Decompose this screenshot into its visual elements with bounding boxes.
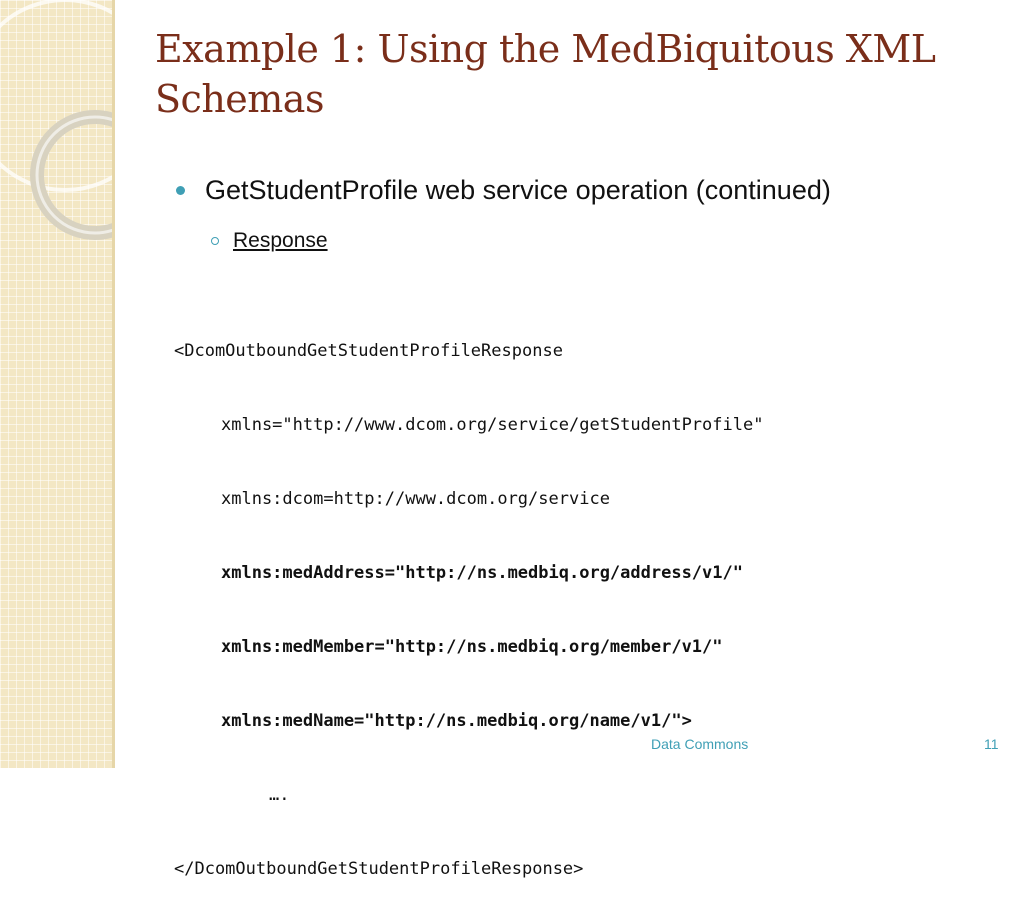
code-xmlns-medname: xmlns:medName="http://ns.medbiq.org/name/v1/">: [221, 711, 692, 731]
bullet-item-sub: [211, 229, 328, 253]
decorative-sidebar: [0, 0, 112, 768]
bullet-main-text: GetStudentProfile web service operation (continued): [205, 175, 831, 205]
decorative-rings: [0, 0, 112, 768]
code-xmlns-medmember: xmlns:medMember="http://ns.medbiq.org/member/v1/": [221, 637, 723, 657]
sidebar-divider: [112, 0, 115, 768]
code-open-tag: <DcomOutboundGetStudentProfileResponse: [174, 341, 563, 361]
code-xmlns: xmlns="http://www.dcom.org/service/getStudentProfile": [221, 415, 764, 435]
footer-label: Data Commons: [651, 736, 749, 752]
response-link[interactable]: Response: [233, 229, 328, 252]
page-number: 11: [984, 736, 999, 752]
bullet-item-main: [176, 175, 831, 206]
xml-code-block: [174, 298, 763, 910]
code-close-tag: </DcomOutboundGetStudentProfileResponse>: [174, 859, 584, 879]
code-ellipsis: ….: [269, 785, 290, 805]
bullet-ring-icon: [211, 237, 219, 245]
code-xmlns-medaddress: xmlns:medAddress="http://ns.medbiq.org/address/v1/": [221, 563, 743, 583]
bullet-dot-icon: [176, 186, 185, 195]
slide-title: Example 1: Using the MedBiquitous XML Schemas: [155, 27, 936, 121]
code-xmlns-dcom: xmlns:dcom=http://www.dcom.org/service: [221, 489, 610, 509]
